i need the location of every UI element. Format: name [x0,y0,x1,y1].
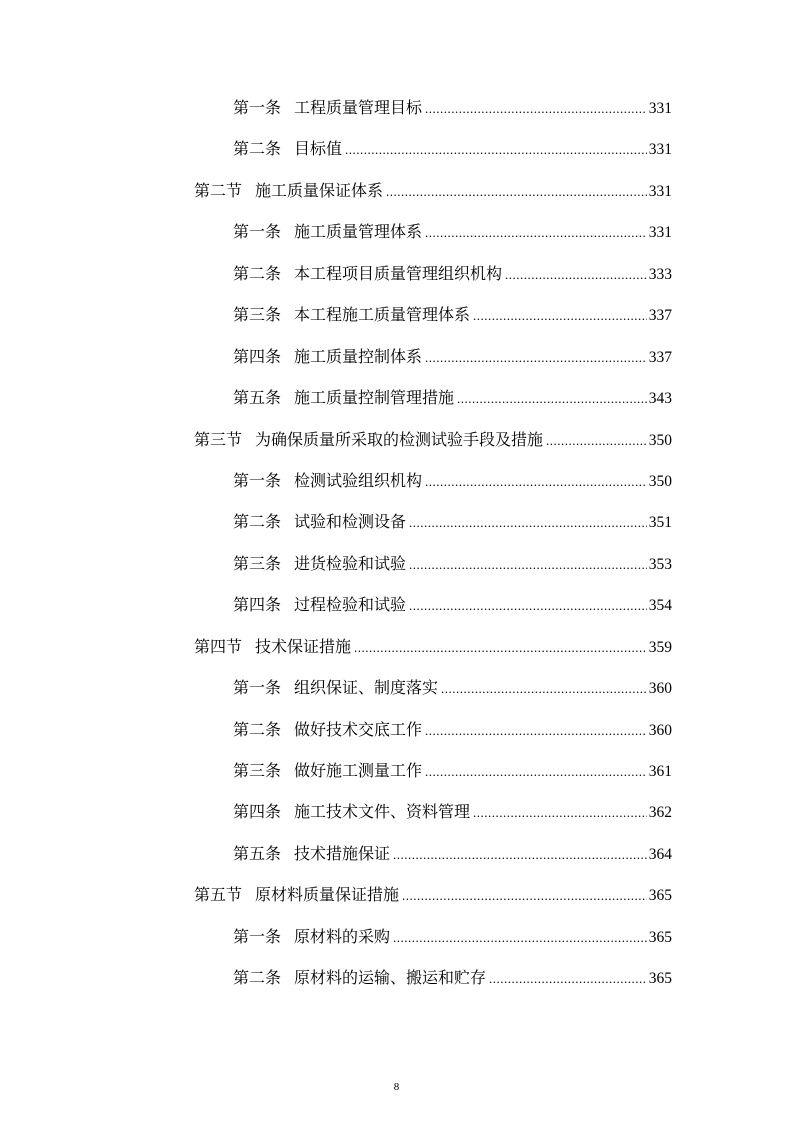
toc-entry-page: 364 [648,845,672,863]
toc-entry-page: 337 [648,348,672,366]
toc-entry[interactable] [0,217,793,258]
toc-entry-title: 本工程施工质量管理体系 [294,305,471,325]
toc-entry-title: 技术措施保证 [294,843,391,863]
toc-dot-leader [457,384,647,414]
toc-entry[interactable] [0,922,793,963]
toc-entry[interactable] [0,797,793,838]
toc-entry-number: 第三条 [233,305,282,325]
toc-dot-leader [441,674,647,704]
toc-section-title: 施工质量保证体系 [255,180,384,200]
toc-entry-page: 353 [648,555,672,573]
toc-entry-number: 第五条 [233,843,282,863]
toc-entry-title: 施工质量控制管理措施 [294,388,455,408]
toc-entry-page: 365 [648,928,672,946]
toc-entry-page: 354 [648,597,672,615]
toc-entry[interactable] [0,715,793,756]
toc-entry[interactable] [0,507,793,548]
toc-dot-leader [386,177,647,207]
toc-dot-leader [505,260,647,290]
toc-entry[interactable] [0,466,793,507]
toc-section-number: 第四节 [194,636,243,656]
toc-entry-title: 过程检验和试验 [294,595,407,615]
toc-section-entry[interactable] [0,632,793,673]
toc-entry-page: 360 [648,680,672,698]
toc-entry-number: 第一条 [233,98,282,117]
toc-entry-number: 第二条 [233,719,282,739]
toc-entry-title: 施工质量管理体系 [294,222,423,242]
toc-section-number: 第五节 [194,885,243,905]
toc-entry[interactable] [0,756,793,797]
toc-entry-number: 第四条 [233,346,282,366]
toc-entry-page: 343 [648,390,672,408]
toc-entry-title: 本工程项目质量管理组织机构 [294,263,503,283]
toc-entry-number: 第二条 [233,263,282,283]
toc-dot-leader [345,135,647,165]
toc-dot-leader [425,757,647,787]
toc-dot-leader [425,218,647,248]
toc-dot-leader [546,426,647,456]
toc-entry-page: 331 [648,224,672,242]
toc-dot-leader [409,550,647,580]
toc-entry-title: 进货检验和试验 [294,553,407,573]
toc-entry-title: 施工技术文件、资料管理 [294,802,471,822]
toc-section-entry[interactable] [0,880,793,921]
toc-section-title: 原材料质量保证措施 [255,885,400,905]
toc-dot-leader [393,923,647,953]
toc-entry-number: 第二条 [233,968,282,988]
toc-entry-page: 365 [648,887,672,905]
toc-entry-number: 第三条 [233,761,282,780]
toc-entry[interactable] [0,93,793,134]
toc-entry[interactable] [0,590,793,631]
toc-entry[interactable] [0,134,793,175]
toc-entry-title: 原材料的运输、搬运和贮存 [294,968,487,988]
toc-dot-leader [354,633,647,663]
toc-entry-title: 组织保证、制度落实 [294,678,439,698]
toc-entry-number: 第二条 [233,139,282,159]
toc-dot-leader [425,94,647,124]
toc-dot-leader [393,840,647,870]
toc-entry-page: 359 [648,638,672,656]
toc-dot-leader [402,881,647,911]
toc-dot-leader [473,301,647,331]
toc-entry[interactable] [0,383,793,424]
toc-entry[interactable] [0,673,793,714]
table-of-contents [0,93,793,1005]
toc-entry[interactable] [0,300,793,341]
toc-entry-title: 施工质量控制体系 [294,346,423,366]
toc-entry-number: 第五条 [233,388,282,408]
toc-entry-page: 362 [648,804,672,822]
toc-entry-title: 做好技术交底工作 [294,719,423,739]
toc-entry[interactable] [0,839,793,880]
toc-entry-title: 做好施工测量工作 [294,761,423,780]
toc-entry-number: 第一条 [233,678,282,698]
toc-entry-page: 350 [648,431,672,449]
toc-entry-number: 第一条 [233,926,282,946]
toc-dot-leader [489,964,647,994]
toc-entry-title: 原材料的采购 [294,926,391,946]
page-number: 8 [393,1081,400,1093]
toc-entry-number: 第一条 [233,222,282,242]
toc-dot-leader [425,716,647,746]
toc-entry-number: 第二条 [233,512,282,532]
toc-entry-page: 337 [648,307,672,325]
toc-entry[interactable] [0,259,793,300]
toc-entry-page: 350 [648,472,672,490]
toc-entry-page: 331 [648,141,672,159]
toc-entry-page: 333 [648,265,672,283]
toc-dot-leader [425,467,647,497]
toc-dot-leader [473,798,647,828]
toc-section-number: 第三节 [194,429,243,449]
toc-dot-leader [409,591,647,621]
toc-entry-number: 第一条 [233,470,282,490]
toc-entry-title: 检测试验组织机构 [294,470,423,490]
toc-entry-title: 工程质量管理目标 [294,98,423,117]
toc-entry[interactable] [0,963,793,1004]
toc-entry-number: 第四条 [233,595,282,615]
toc-entry-page: 331 [648,182,672,200]
toc-entry-page: 331 [648,100,672,117]
toc-section-title: 为确保质量所采取的检测试验手段及措施 [255,429,544,449]
toc-entry-page: 365 [648,970,672,988]
toc-section-entry[interactable] [0,425,793,466]
toc-entry-number: 第三条 [233,553,282,573]
toc-section-entry[interactable] [0,176,793,217]
toc-section-title: 技术保证措施 [255,636,352,656]
toc-section-number: 第二节 [194,180,243,200]
toc-entry-number: 第四条 [233,802,282,822]
toc-dot-leader [409,508,647,538]
toc-entry-page: 360 [648,721,672,739]
toc-entry[interactable] [0,342,793,383]
toc-dot-leader [425,343,647,373]
toc-entry-title: 目标值 [294,139,343,159]
toc-entry-title: 试验和检测设备 [294,512,407,532]
toc-entry[interactable] [0,549,793,590]
toc-entry-page: 361 [648,763,672,780]
toc-entry-page: 351 [648,514,672,532]
